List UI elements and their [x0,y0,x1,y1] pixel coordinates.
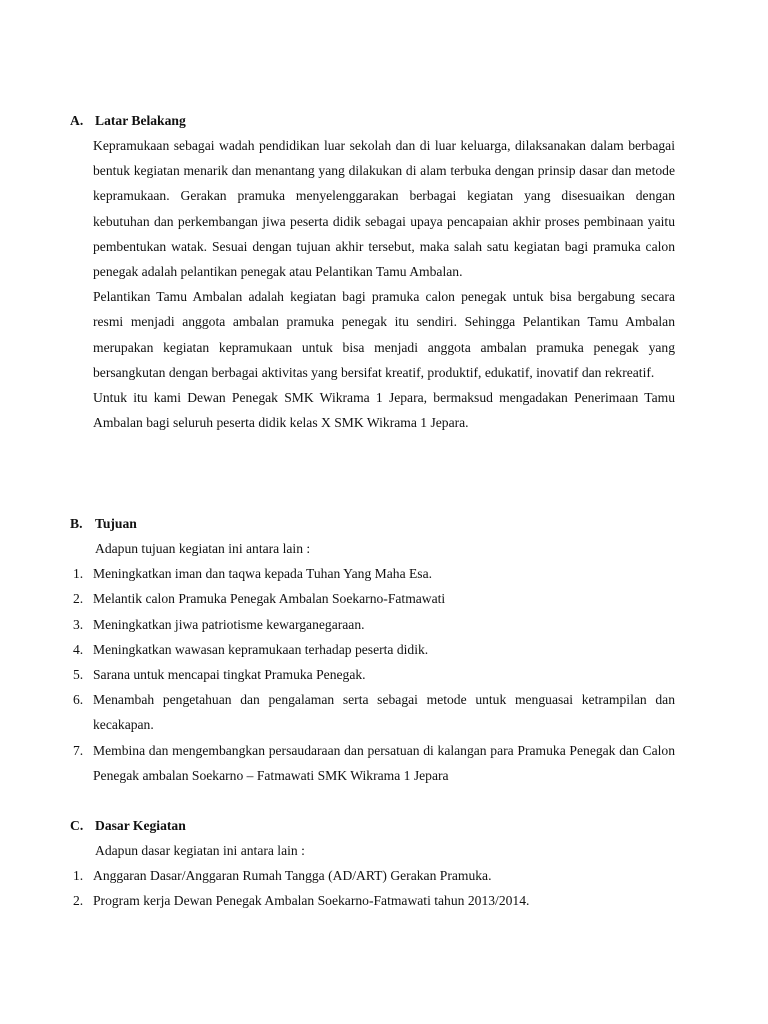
item-number: 7. [73,742,84,758]
list-item [0,863,675,888]
item-number: 1. [73,868,84,884]
section-intro: Adapun dasar kegiatan ini antara lain : [95,843,305,858]
list-item [0,687,675,737]
item-text: Anggaran Dasar/Anggaran Rumah Tangga (AD/ART) Gerakan Pramuka. [93,868,492,884]
item-number: 1. [73,566,84,582]
section-heading [0,511,768,536]
section-latar-belakang [0,108,768,435]
paragraph: Kepramukaan sebagai wadah pendidikan luar sekolah dan di luar keluarga, dilaksanakan dalam berbagai bentuk kegiatan menarik dan menantang yang dilakukan di alam terbuka dengan prinsip dasar dan metode kepramukaan. Gerakan pramuka menyelenggarakan berbagai kegiatan yang disesuaikan dengan kebutuhan dan perkembangan jiwa peserta didik sebagai upaya pencapaian akhir proses pembinaan yaitu pembentukan watak. Sesuai dengan tujuan akhir tersebut, maka salah satu kegiatan bagi pramuka calon penegak adalah pelantikan penegak atau Pelantikan Tamu Ambalan. [93,138,675,280]
item-text: Meningkatkan iman dan taqwa kepada Tuhan Yang Maha Esa. [93,566,433,582]
item-number: 2. [73,591,84,607]
section-heading [0,813,768,838]
list-item [0,888,675,913]
item-text: Meningkatkan jiwa patriotisme kewarganegaraan. [93,616,365,632]
paragraph: Pelantikan Tamu Ambalan adalah kegiatan bagi pramuka calon penegak untuk bisa bergabung secara resmi menjadi anggota ambalan pramuka penegak itu sendiri. Sehingga Pelantikan Tamu Ambalan merupakan kegiatan kepramukaan untuk bisa menjadi anggota ambalan pramuka penegak yang bersangkutan dengan berbagai aktivitas yang bersifat kreatif, produktif, edukatif, inovatif dan rekreatif. [93,289,675,380]
item-text: Membina dan mengembangkan persaudaraan dan persatuan di kalangan para Pramuka Penegak dan Calon Penegak ambalan Soekarno – Fatmawati SMK Wikrama 1 Jepara [93,742,675,783]
list-item [0,662,675,687]
item-text: Sarana untuk mencapai tingkat Pramuka Penegak. [93,667,366,683]
item-number: 4. [73,641,84,657]
paragraph: Untuk itu kami Dewan Penegak SMK Wikrama 1 Jepara, bermaksud mengadakan Penerimaan Tamu Ambalan bagi seluruh peserta didik kelas X SMK Wikrama 1 Jepara. [93,390,675,431]
item-text: Meningkatkan wawasan kepramukaan terhadap peserta didik. [93,641,429,657]
list-item [0,738,675,788]
item-number: 5. [73,667,84,683]
item-number: 2. [73,893,84,909]
item-text: Program kerja Dewan Penegak Ambalan Soekarno-Fatmawati tahun 2013/2014. [93,893,530,909]
section-title: Dasar Kegiatan [95,818,186,833]
section-letter: A. [70,113,84,128]
section-tujuan [0,511,768,788]
basis-list [0,863,768,913]
section-letter: C. [70,818,84,833]
section-intro: Adapun tujuan kegiatan ini antara lain : [95,541,311,556]
item-text: Melantik calon Pramuka Penegak Ambalan Soekarno-Fatmawati [93,591,446,607]
section-title: Latar Belakang [95,113,186,128]
section-letter: B. [70,516,83,531]
item-text: Menambah pengetahuan dan pengalaman serta sebagai metode untuk menguasai ketrampilan dan kecakapan. [93,692,675,733]
list-item [0,612,675,637]
item-number: 3. [73,616,84,632]
section-heading [0,108,768,133]
section-title: Tujuan [95,516,137,531]
list-item [0,586,675,611]
list-item [0,637,675,662]
list-item [0,561,675,586]
item-number: 6. [73,692,84,708]
objectives-list [0,561,768,788]
section-dasar-kegiatan [0,813,768,914]
